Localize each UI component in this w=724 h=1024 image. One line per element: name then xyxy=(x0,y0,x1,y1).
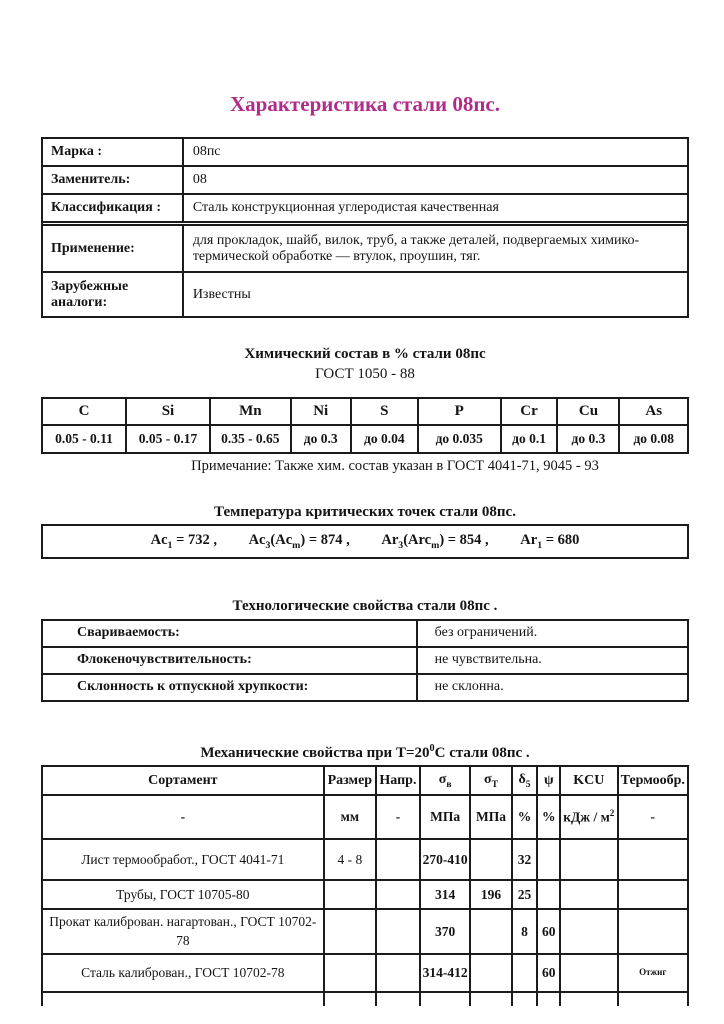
info-label-klassifikaciya: Классификация : xyxy=(42,194,183,222)
mech-unit-d5: % xyxy=(512,795,538,839)
chem-value-s: до 0.04 xyxy=(351,425,418,453)
critical-point-ac3: $Ac_3(Ac_m) = 874$ , xyxy=(248,532,350,552)
mech-cell-psi xyxy=(537,839,560,880)
mech-cell-razmer xyxy=(324,954,376,992)
chem-header-ni: Ni xyxy=(291,398,351,425)
chem-header-p: P xyxy=(418,398,501,425)
critical-point-ar1: $Ar_1 = 680$ xyxy=(520,532,580,552)
mech-unit-sv: МПа xyxy=(420,795,470,839)
chem-header-as: As xyxy=(619,398,688,425)
mech-table-cut-row xyxy=(42,992,688,1006)
chem-values-row xyxy=(42,425,688,453)
critical-points-cell xyxy=(42,525,688,558)
mech-data-row xyxy=(42,954,688,992)
chem-value-c: 0.05 - 0.11 xyxy=(42,425,126,453)
mech-data-row xyxy=(42,909,688,954)
mech-cell-d5: 25 xyxy=(512,880,538,909)
mech-table-clip xyxy=(41,765,689,1006)
document-page xyxy=(41,0,689,1006)
mech-header-delta5: $\delta_5$ xyxy=(512,766,538,795)
mech-cell-napr xyxy=(376,880,420,909)
mech-cell-razmer xyxy=(324,909,376,954)
steel-info-table xyxy=(41,137,689,318)
mech-cell-kcu xyxy=(560,880,617,909)
mech-header-napr: Напр. xyxy=(376,766,420,795)
table-row xyxy=(42,166,688,194)
mech-section-title: Механические свойства при $Т=20^0С$ стали 08пс . xyxy=(200,742,530,761)
mech-cell-d5: 32 xyxy=(512,839,538,880)
tech-section-title: Технологические свойства стали 08пс . xyxy=(232,598,498,615)
critical-point-ar3: $Ar_3(Arc_m) = 854$ , xyxy=(381,532,489,552)
info-value-marka: 08пс xyxy=(183,138,688,166)
mech-cell-razmer xyxy=(324,880,376,909)
table-row xyxy=(42,647,688,674)
table-row xyxy=(42,272,688,317)
chem-value-cu: до 0.3 xyxy=(557,425,619,453)
mech-cell-sv: 314 xyxy=(420,880,470,909)
mech-header-row xyxy=(42,766,688,795)
chem-value-p: до 0.035 xyxy=(418,425,501,453)
chem-header-cu: Cu xyxy=(557,398,619,425)
mech-cell-st xyxy=(470,954,511,992)
chem-header-c: C xyxy=(42,398,126,425)
mech-unit-psi: % xyxy=(537,795,560,839)
tech-label-svarivaemost: Свариваемость: xyxy=(42,620,417,647)
mech-cell-sv: 314-412 xyxy=(420,954,470,992)
chem-value-ni: до 0.3 xyxy=(291,425,351,453)
mech-header-psi: ψ xyxy=(537,766,560,795)
mech-cell-st xyxy=(470,909,511,954)
page-title: Характеристика стали 08пс. xyxy=(229,92,500,116)
mech-cell-psi: 60 xyxy=(537,909,560,954)
chem-value-si: 0.05 - 0.17 xyxy=(126,425,210,453)
mech-cell-sortament: Лист термообработ., ГОСТ 4041-71 xyxy=(42,839,324,880)
tech-label-floken: Флокеночувствительность: xyxy=(42,647,417,674)
mech-cell-psi: 60 xyxy=(537,954,560,992)
chem-header-si: Si xyxy=(126,398,210,425)
mech-cell-napr xyxy=(376,954,420,992)
mech-cell-sortament: Сталь калиброван., ГОСТ 10702-78 xyxy=(42,954,324,992)
chem-value-mn: 0.35 - 0.65 xyxy=(210,425,291,453)
mech-header-sigma-t: $\sigma_Т$ xyxy=(470,766,511,795)
table-row xyxy=(42,620,688,647)
mech-header-kcu: KCU xyxy=(560,766,617,795)
mech-cell-psi xyxy=(537,880,560,909)
mech-data-row xyxy=(42,839,688,880)
mech-cell-d5: 8 xyxy=(512,909,538,954)
table-row xyxy=(42,674,688,701)
chem-header-s: S xyxy=(351,398,418,425)
tech-label-hrupkost: Склонность к отпускной хрупкости: xyxy=(42,674,417,701)
mech-header-sigma-v: $\sigma_в$ xyxy=(420,766,470,795)
mech-unit-sortament: - xyxy=(42,795,324,839)
mech-cell-kcu xyxy=(560,909,617,954)
critical-points-title: Температура критических точек стали 08пс. xyxy=(214,503,516,520)
tech-properties-table xyxy=(41,619,689,702)
info-value-klassifikaciya: Сталь конструкционная углеродистая качественная xyxy=(183,194,688,222)
mech-data-row xyxy=(42,880,688,909)
info-label-primenenie: Применение: xyxy=(42,225,183,272)
mech-unit-napr: - xyxy=(376,795,420,839)
critical-points-table xyxy=(41,524,689,559)
mech-cell-sortament: Прокат калиброван. нагартован., ГОСТ 10702-78 xyxy=(42,909,324,954)
mech-unit-kcu: кДж / $м^2$ xyxy=(560,795,617,839)
table-row xyxy=(42,194,688,222)
mech-cell-sv: 270-410 xyxy=(420,839,470,880)
mech-header-termoobr: Термообр. xyxy=(618,766,688,795)
mech-cell-napr xyxy=(376,839,420,880)
mech-cell-kcu xyxy=(560,839,617,880)
info-value-analogi: Известны xyxy=(183,272,688,317)
info-label-marka: Марка : xyxy=(42,138,183,166)
chem-note: Примечание: Также хим. состав указан в ГОСТ 4041-71, 9045 - 93 xyxy=(191,457,599,474)
mech-cell-kcu xyxy=(560,954,617,992)
info-label-zamenitel: Заменитель: xyxy=(42,166,183,194)
table-row xyxy=(42,138,688,166)
tech-value-hrupkost: не склонна. xyxy=(417,674,688,701)
mech-properties-table xyxy=(41,765,689,1006)
mech-unit-razmer: мм xyxy=(324,795,376,839)
info-value-zamenitel: 08 xyxy=(183,166,688,194)
mech-cell-razmer: 4 - 8 xyxy=(324,839,376,880)
chem-header-mn: Mn xyxy=(210,398,291,425)
info-value-primenenie: для прокладок, шайб, вилок, труб, а также деталей, подвергаемых химико-термической обработке — втулок, проушин, тяг. xyxy=(183,225,688,272)
chem-value-as: до 0.08 xyxy=(619,425,688,453)
table-row xyxy=(42,225,688,272)
mech-unit-termoobr: - xyxy=(618,795,688,839)
mech-cell-sortament: Трубы, ГОСТ 10705-80 xyxy=(42,880,324,909)
chem-section-title: Химический состав в % стали 08пс xyxy=(244,346,486,363)
mech-cell-st: 196 xyxy=(470,880,511,909)
chem-value-cr: до 0.1 xyxy=(501,425,558,453)
mech-cell-d5 xyxy=(512,954,538,992)
chem-header-row xyxy=(42,398,688,425)
mech-cell-st xyxy=(470,839,511,880)
mech-cell-napr xyxy=(376,909,420,954)
mech-header-razmer: Размер xyxy=(324,766,376,795)
mech-cell-termoobr xyxy=(618,880,688,909)
mech-cell-termoobr xyxy=(618,909,688,954)
tech-value-floken: не чувствительна. xyxy=(417,647,688,674)
chem-header-cr: Cr xyxy=(501,398,558,425)
mech-cell-sv: 370 xyxy=(420,909,470,954)
mech-cell-termoobr: Отжиг xyxy=(618,954,688,992)
mech-header-sortament: Сортамент xyxy=(42,766,324,795)
critical-points-row xyxy=(42,525,688,558)
critical-point-ac1: $Ac_1 = 732$ , xyxy=(150,532,217,552)
mech-units-row xyxy=(42,795,688,839)
info-label-analogi: Зарубежные аналоги: xyxy=(42,272,183,317)
chem-composition-table xyxy=(41,397,689,454)
chem-gost-subtitle: ГОСТ 1050 - 88 xyxy=(315,365,415,382)
tech-value-svarivaemost: без ограничений. xyxy=(417,620,688,647)
mech-cell-termoobr xyxy=(618,839,688,880)
mech-unit-st: МПа xyxy=(470,795,511,839)
